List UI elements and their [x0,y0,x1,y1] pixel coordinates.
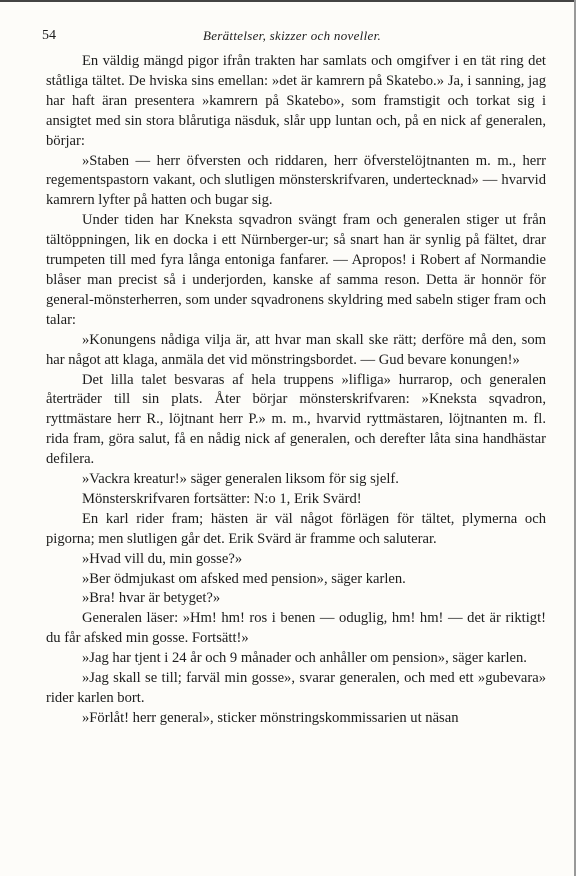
page-number: 54 [42,28,56,43]
page-top-edge [0,0,576,2]
paragraph: Det lilla talet besvaras af hela truppens »lifliga» hurrarop, och generalen återträder till sin plats. Åter börjar mönsterskrifvaren: »Kneksta sqvadron, ryttmästare herr R., löjtnant herr P.» m. m., hvarvid ryttmästaren, löjtnanten m. fl. rida fram, göra salut, få en nådig nick af generalen, och derefter låta sina handhästar defilera. [46,371,546,468]
paragraph: »Konungens nådiga vilja är, att hvar man skall ske rätt; derföre må den, som har något att klaga, anmäla det vid mönstringsbordet. — Gud bevare konungen!» [46,331,546,368]
paragraph: »Jag skall se till; farväl min gosse», svarar generalen, och med ett »gubevara» rider karlen bort. [46,670,546,706]
paragraph: »Ber ödmjukast om afsked med pension», säger karlen. [82,570,406,587]
page-header [42,28,542,48]
paragraph: En karl rider fram; hästen är väl något förlägen för tältet, plymerna och pigorna; men slutligen går det. Erik Svärd är framme och saluterar. [46,510,546,547]
paragraph: »Förlåt! herr general», sticker mönstringskommissarien ut näsan [82,709,459,726]
paragraph: »Hvad vill du, min gosse?» [82,550,243,567]
paragraph: »Bra! hvar är betyget?» [82,590,221,607]
paragraph: Generalen läser: »Hm! hm! ros i benen — oduglig, hm! hm! — det är riktigt! du får afsked min gosse. Fortsätt!» [46,610,546,647]
paragraph: »Staben — herr öfversten och riddaren, herr öfverstelöjtnanten m. m., herr regementspastorn vakant, och slutligen mönsterskrifvaren, undertecknad» — hvarvid kamrern lyfter på hatten och bugar sig. [46,152,546,209]
paragraph: »Vackra kreatur!» säger generalen liksom för sig sjelf. [82,471,399,488]
body-text [46,52,546,729]
paragraph: En väldig mängd pigor ifrån trakten har samlats och omgifver i en tät ring det ståtliga tältet. De hviska sins emellan: »det är kamrern på Skatebo.» Ja, i sanning, jag har haft äran presentera »kamrern på Skatebo», som framstigit och torkat sig i ansigtet med sin stora blårutiga näsduk, slår upp luntan och, på en nick af generalen, börjar: [46,53,546,149]
paragraph: »Jag har tjent i 24 år och 9 månader och anhåller om pension», säger karlen. [82,650,527,667]
paragraph: Mönsterskrifvaren fortsätter: N:o 1, Erik Svärd! [82,490,362,507]
running-title: Berättelser, skizzer och noveller. [202,28,382,43]
paragraph: Under tiden har Kneksta sqvadron svängt fram och generalen stiger ut från tältöppningen, lik en docka i ett Nürnberger-ur; så snart han är synlig på fältet, drar trumpeten till med fyra långa entoniga fanfarer. — Apropos! i Robert af Normandie blåser man precist så i underjorden, kanske af samma reson. Detta är honnör för general-mönsterherren, som under sqvadronens skyldring med sabeln stiger fram och talar: [46,212,546,328]
